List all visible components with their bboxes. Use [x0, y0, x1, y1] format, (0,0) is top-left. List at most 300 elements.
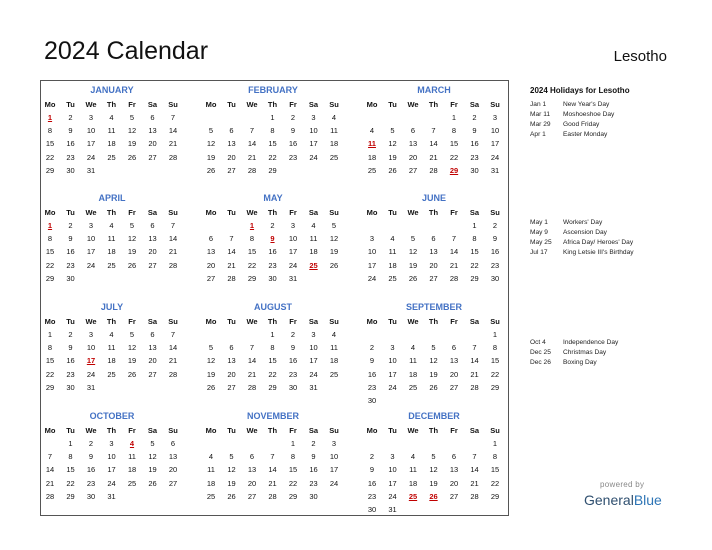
weekday-header: Mo: [366, 426, 378, 435]
weekday-header: Tu: [66, 317, 75, 326]
day-cell: 19: [429, 478, 438, 488]
day-cell: 21: [470, 478, 479, 488]
day-cell: 2: [290, 330, 296, 339]
day-cell: 16: [490, 247, 500, 257]
day-cell: 12: [429, 356, 438, 366]
day-cell: 9: [68, 343, 73, 353]
day-cell: 25: [367, 165, 377, 175]
day-cell: 22: [268, 369, 277, 379]
weekday-header: Th: [106, 426, 117, 435]
day-cell: 22: [268, 152, 277, 162]
day-cell: 10: [86, 234, 96, 244]
day-cell: 4: [410, 452, 416, 462]
day-cell: 14: [470, 356, 479, 366]
day-cell: 3: [390, 452, 395, 462]
day-cell: 20: [148, 139, 157, 149]
weekday-header: Mo: [44, 100, 56, 109]
day-cell: 31: [490, 165, 500, 175]
day-cell: 14: [268, 465, 277, 475]
day-cell: 23: [288, 369, 298, 379]
day-cell: 2: [68, 113, 73, 122]
day-cell: 1: [270, 330, 275, 339]
weekday-header: Su: [168, 208, 178, 217]
day-cell: 9: [311, 452, 316, 462]
holiday-day-cell: 29: [449, 165, 459, 175]
day-cell: 14: [247, 139, 257, 149]
weekday-header: Sa: [147, 426, 158, 435]
weekday-header: We: [407, 100, 419, 109]
day-cell: 29: [490, 491, 500, 501]
day-cell: 28: [470, 491, 479, 501]
day-cell: 17: [309, 356, 318, 366]
day-cell: 2: [68, 330, 73, 339]
day-cell: 6: [150, 113, 155, 122]
day-cell: 26: [127, 369, 137, 379]
day-cell: 24: [490, 152, 500, 162]
holiday-name: Christmas Day: [563, 349, 607, 356]
weekday-header: Su: [329, 100, 339, 109]
day-cell: 25: [127, 478, 137, 488]
weekday-header: Sa: [147, 317, 158, 326]
day-cell: 6: [229, 126, 234, 136]
weekday-header: We: [246, 100, 258, 109]
day-cell: 29: [268, 382, 277, 392]
weekday-header: Su: [329, 317, 339, 326]
day-cell: 24: [86, 369, 96, 379]
day-cell: 27: [148, 260, 157, 270]
day-cell: 9: [369, 465, 375, 475]
weekday-header: Mo: [366, 317, 378, 326]
day-cell: 3: [88, 330, 94, 339]
weekday-header: Mo: [205, 317, 217, 326]
day-cell: 19: [408, 260, 418, 270]
day-cell: 22: [490, 369, 500, 379]
month-name: FEBRUARY: [248, 85, 298, 95]
day-cell: 8: [47, 234, 53, 244]
day-cell: 31: [86, 165, 96, 175]
day-cell: 2: [369, 452, 375, 462]
day-cell: 10: [288, 234, 298, 244]
weekday-header: We: [85, 317, 97, 326]
day-cell: 24: [367, 273, 377, 283]
day-cell: 10: [86, 343, 96, 353]
holiday-name: Good Friday: [563, 121, 600, 128]
weekday-header: We: [407, 426, 419, 435]
holiday-date: Oct 4: [530, 339, 546, 346]
day-cell: 16: [470, 139, 479, 149]
month-name: MARCH: [417, 85, 451, 95]
day-cell: 24: [107, 478, 116, 488]
day-cell: 25: [107, 152, 116, 162]
day-cell: 23: [268, 260, 277, 270]
day-cell: 24: [388, 382, 397, 392]
day-cell: 11: [107, 234, 116, 244]
month-name: OCTOBER: [89, 411, 135, 421]
weekday-header: Fr: [128, 317, 136, 326]
day-cell: 30: [470, 165, 479, 175]
day-cell: 13: [148, 343, 157, 353]
day-cell: 22: [247, 260, 257, 270]
holiday-day-cell: 25: [309, 260, 318, 270]
day-cell: 8: [290, 452, 296, 462]
weekday-header: We: [85, 208, 97, 217]
day-cell: 13: [227, 356, 236, 366]
day-cell: 8: [270, 343, 275, 353]
weekday-header: Su: [168, 317, 178, 326]
day-cell: 13: [449, 465, 459, 475]
weekday-header: Mo: [44, 317, 56, 326]
day-cell: 18: [408, 478, 418, 488]
day-cell: 21: [470, 369, 479, 379]
weekday-header: Fr: [128, 100, 136, 109]
day-cell: 2: [88, 439, 94, 448]
day-cell: 19: [148, 465, 157, 475]
day-cell: 16: [66, 356, 75, 366]
day-cell: 8: [492, 452, 498, 462]
day-cell: 25: [388, 273, 397, 283]
day-cell: 15: [490, 465, 500, 475]
holiday-day-cell: 17: [86, 356, 96, 366]
day-cell: 26: [148, 478, 157, 488]
day-cell: 12: [206, 356, 216, 366]
day-cell: 3: [290, 221, 296, 230]
day-cell: 24: [288, 260, 298, 270]
day-cell: 29: [247, 273, 257, 283]
weekday-header: Sa: [147, 208, 158, 217]
day-cell: 18: [127, 465, 137, 475]
day-cell: 6: [208, 234, 214, 244]
day-cell: 30: [367, 505, 377, 514]
day-cell: 17: [388, 369, 397, 379]
weekday-header: Mo: [205, 426, 217, 435]
day-cell: 31: [388, 505, 397, 514]
day-cell: 12: [429, 465, 438, 475]
day-cell: 23: [470, 152, 479, 162]
day-cell: 27: [408, 165, 418, 175]
weekday-header: Fr: [450, 208, 458, 217]
day-cell: 19: [329, 247, 339, 257]
month-name: APRIL: [98, 193, 126, 203]
holiday-day-cell: 1: [47, 113, 53, 122]
holiday-date: Mar 29: [530, 121, 551, 128]
holiday-date: May 25: [530, 239, 552, 246]
day-cell: 2: [68, 221, 73, 230]
weekday-header: Mo: [44, 208, 56, 217]
day-cell: 20: [449, 478, 459, 488]
month-name: NOVEMBER: [246, 411, 299, 421]
day-cell: 7: [472, 452, 477, 462]
day-cell: 29: [45, 273, 55, 283]
day-cell: 3: [311, 113, 316, 122]
day-cell: 3: [311, 330, 316, 339]
day-cell: 29: [45, 165, 55, 175]
day-cell: 10: [309, 343, 318, 353]
day-cell: 30: [288, 382, 298, 392]
day-cell: 12: [127, 234, 137, 244]
day-cell: 12: [329, 234, 339, 244]
day-cell: 11: [409, 356, 417, 366]
day-cell: 4: [109, 330, 114, 339]
day-cell: 30: [367, 396, 377, 405]
day-cell: 7: [170, 330, 176, 339]
day-cell: 4: [109, 221, 114, 230]
weekday-header: Fr: [289, 208, 297, 217]
day-cell: 1: [290, 439, 296, 448]
day-cell: 28: [168, 260, 178, 270]
brand-general: General: [584, 492, 634, 508]
day-cell: 13: [206, 247, 216, 257]
day-cell: 20: [408, 152, 418, 162]
holiday-date: Dec 25: [530, 349, 551, 356]
day-cell: 16: [268, 247, 277, 257]
day-cell: 12: [148, 452, 157, 462]
day-cell: 11: [107, 343, 116, 353]
day-cell: 14: [247, 356, 257, 366]
day-cell: 11: [309, 234, 318, 244]
holiday-date: May 9: [530, 229, 548, 236]
weekday-header: Tu: [388, 317, 397, 326]
day-cell: 21: [268, 478, 277, 488]
day-cell: 13: [148, 126, 157, 136]
day-cell: 2: [369, 343, 375, 353]
weekday-header: Fr: [128, 208, 136, 217]
day-cell: 26: [227, 491, 236, 501]
day-cell: 27: [227, 382, 236, 392]
weekday-header: Tu: [66, 208, 75, 217]
day-cell: 27: [148, 152, 157, 162]
day-cell: 27: [449, 382, 459, 392]
day-cell: 16: [367, 478, 377, 488]
day-cell: 28: [45, 491, 55, 501]
day-cell: 31: [86, 382, 96, 392]
day-cell: 21: [429, 152, 438, 162]
day-cell: 4: [109, 113, 114, 122]
day-cell: 19: [127, 139, 137, 149]
day-cell: 8: [68, 452, 73, 462]
weekday-header: We: [246, 317, 258, 326]
weekday-header: Fr: [289, 317, 297, 326]
day-cell: 4: [208, 452, 214, 462]
holiday-day-cell: 11: [368, 139, 376, 149]
weekday-header: Su: [329, 208, 339, 217]
holiday-name: Independence Day: [563, 339, 619, 346]
month-name: MAY: [263, 193, 283, 203]
weekday-header: We: [85, 426, 97, 435]
day-cell: 27: [227, 165, 236, 175]
holiday-name: New Year's Day: [563, 101, 610, 108]
day-cell: 30: [66, 165, 75, 175]
day-cell: 13: [227, 139, 236, 149]
month-name: AUGUST: [254, 302, 292, 312]
day-cell: 16: [288, 356, 298, 366]
weekday-header: Su: [168, 426, 178, 435]
day-cell: 27: [449, 491, 459, 501]
day-cell: 5: [410, 234, 416, 244]
holiday-name: Workers' Day: [563, 219, 603, 226]
day-cell: 29: [470, 273, 479, 283]
day-cell: 15: [268, 356, 277, 366]
weekday-header: Su: [168, 100, 178, 109]
holidays-heading: 2024 Holidays for Lesotho: [530, 86, 630, 95]
day-cell: 6: [150, 330, 155, 339]
weekday-header: Tu: [66, 426, 75, 435]
day-cell: 6: [431, 234, 436, 244]
day-cell: 7: [170, 113, 176, 122]
day-cell: 5: [431, 343, 436, 353]
day-cell: 9: [492, 234, 498, 244]
day-cell: 10: [86, 126, 96, 136]
day-cell: 5: [229, 452, 234, 462]
day-cell: 5: [129, 113, 135, 122]
day-cell: 4: [331, 113, 337, 122]
day-cell: 16: [66, 139, 75, 149]
weekday-header: Mo: [366, 208, 378, 217]
day-cell: 8: [270, 126, 275, 136]
day-cell: 5: [150, 439, 155, 448]
day-cell: 7: [47, 452, 53, 462]
day-cell: 23: [66, 260, 75, 270]
day-cell: 15: [45, 356, 55, 366]
weekday-header: Su: [490, 100, 500, 109]
day-cell: 6: [451, 343, 457, 353]
day-cell: 14: [470, 465, 479, 475]
month-name: JULY: [100, 302, 124, 312]
day-cell: 6: [410, 126, 416, 136]
holiday-name: Easter Monday: [563, 131, 608, 138]
day-cell: 20: [247, 478, 257, 488]
day-cell: 12: [127, 126, 137, 136]
day-cell: 17: [367, 260, 377, 270]
weekday-header: Th: [106, 317, 117, 326]
day-cell: 17: [329, 465, 339, 475]
day-cell: 15: [268, 139, 277, 149]
day-cell: 28: [168, 369, 178, 379]
day-cell: 15: [470, 247, 479, 257]
day-cell: 21: [247, 152, 257, 162]
day-cell: 4: [311, 221, 316, 230]
day-cell: 3: [369, 234, 375, 244]
weekday-header: Th: [106, 208, 117, 217]
day-cell: 6: [249, 452, 255, 462]
day-cell: 13: [449, 356, 459, 366]
day-cell: 18: [107, 356, 116, 366]
day-cell: 23: [309, 478, 318, 488]
day-cell: 23: [490, 260, 500, 270]
day-cell: 1: [451, 113, 457, 122]
day-cell: 9: [290, 126, 296, 136]
day-cell: 17: [388, 478, 397, 488]
day-cell: 7: [249, 343, 255, 353]
day-cell: 22: [470, 260, 479, 270]
weekday-header: We: [85, 100, 97, 109]
weekday-header: We: [246, 208, 258, 217]
day-cell: 28: [429, 165, 438, 175]
day-cell: 13: [168, 452, 178, 462]
day-cell: 19: [127, 247, 137, 257]
day-cell: 10: [367, 247, 377, 257]
day-cell: 3: [390, 343, 395, 353]
powered-by-text: powered by: [600, 480, 645, 489]
day-cell: 7: [249, 126, 255, 136]
day-cell: 17: [490, 139, 500, 149]
weekday-header: Th: [267, 208, 278, 217]
day-cell: 16: [309, 465, 318, 475]
day-cell: 8: [47, 343, 53, 353]
day-cell: 21: [168, 139, 178, 149]
holiday-day-cell: 25: [408, 491, 418, 501]
day-cell: 7: [451, 234, 457, 244]
day-cell: 15: [66, 465, 75, 475]
weekday-header: Th: [267, 100, 278, 109]
day-cell: 7: [229, 234, 234, 244]
day-cell: 30: [268, 273, 277, 283]
day-cell: 1: [68, 439, 73, 448]
day-cell: 30: [309, 491, 318, 501]
day-cell: 12: [206, 139, 216, 149]
weekday-header: Th: [428, 100, 439, 109]
day-cell: 3: [109, 439, 114, 448]
day-cell: 18: [388, 260, 397, 270]
day-cell: 15: [247, 247, 257, 257]
day-cell: 13: [429, 247, 438, 257]
day-cell: 14: [45, 465, 55, 475]
holiday-day-cell: 26: [429, 491, 438, 501]
day-cell: 9: [369, 356, 375, 366]
weekday-header: Fr: [450, 426, 458, 435]
day-cell: 3: [88, 113, 94, 122]
day-cell: 18: [309, 247, 318, 257]
day-cell: 18: [206, 478, 216, 488]
weekday-header: We: [407, 317, 419, 326]
day-cell: 25: [206, 491, 216, 501]
day-cell: 31: [107, 491, 116, 501]
day-cell: 11: [409, 465, 417, 475]
day-cell: 20: [449, 369, 459, 379]
day-cell: 25: [107, 260, 116, 270]
day-cell: 22: [66, 478, 75, 488]
holiday-name: King Letsie III's Birthday: [563, 249, 634, 256]
day-cell: 8: [492, 343, 498, 353]
day-cell: 20: [168, 465, 178, 475]
day-cell: 30: [86, 491, 96, 501]
day-cell: 23: [86, 478, 96, 488]
day-cell: 11: [128, 452, 136, 462]
day-cell: 22: [45, 260, 55, 270]
day-cell: 30: [66, 382, 75, 392]
weekday-header: Tu: [227, 208, 236, 217]
day-cell: 4: [331, 330, 337, 339]
weekday-header: Mo: [205, 208, 217, 217]
day-cell: 31: [288, 273, 298, 283]
weekday-header: Su: [490, 208, 500, 217]
weekday-header: Th: [267, 317, 278, 326]
day-cell: 16: [367, 369, 377, 379]
day-cell: 1: [492, 330, 498, 339]
day-cell: 7: [170, 221, 176, 230]
day-cell: 13: [148, 234, 157, 244]
day-cell: 2: [270, 221, 275, 230]
weekday-header: Mo: [366, 100, 378, 109]
weekday-header: Mo: [44, 426, 56, 435]
holiday-day-cell: 1: [249, 221, 255, 230]
day-cell: 15: [449, 139, 459, 149]
weekday-header: Mo: [205, 100, 217, 109]
day-cell: 8: [472, 234, 477, 244]
day-cell: 22: [449, 152, 459, 162]
day-cell: 6: [170, 439, 176, 448]
brand-logo[interactable]: [584, 492, 662, 508]
day-cell: 7: [431, 126, 436, 136]
